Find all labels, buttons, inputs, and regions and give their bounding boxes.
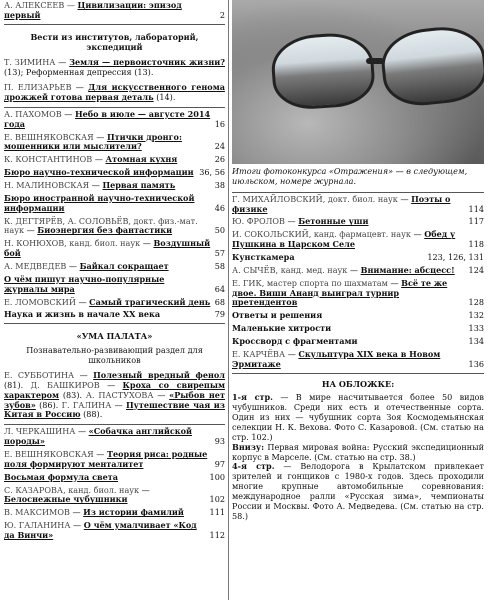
- toc-entry[interactable]: К. КОНСТАНТИНОВ — Атомная кухня 26: [4, 154, 225, 165]
- cover-heading: НА ОБЛОЖКЕ:: [321, 378, 395, 389]
- toc-entry[interactable]: К. ДЕГТЯРЁВ, А. СОЛОВЬЁВ, докт. физ.-мат. наук — Биоэнергия без фантастики 50: [4, 215, 225, 236]
- toc-entry[interactable]: О чём пишут научно-популярные журналы мира 64: [4, 273, 225, 294]
- toc-entry[interactable]: Н. КОНЮХОВ, канд. биол. наук — Воздушный бой 57: [4, 238, 225, 259]
- toc-entry[interactable]: А. СЫЧЁВ, канд. мед. наук — Внимание: абсцесс! 124: [232, 264, 484, 275]
- entry-page: 2: [219, 9, 225, 20]
- cover-section: [232, 380, 484, 522]
- right-column: [232, 0, 484, 522]
- toc-entry[interactable]: Е. ВЕШНЯКОВСКАЯ — Птички дронго: мошенники или мыслители? 24: [4, 131, 225, 152]
- toc-paragraph[interactable]: Е. СУББОТИНА — Полезный вредный фенол (81). Д. БАШКИРОВ — Кроха со свирепым характером (83). А. ПАСТУХОВА — «Рыбов нет зубов» (86). Г. ГАЛИНА — Путешествие чая из Китая в Россию (88).: [4, 369, 225, 420]
- column-divider: [228, 0, 229, 600]
- section-heading: «УМА ПАЛАТА»: [76, 331, 153, 342]
- divider: [232, 373, 484, 374]
- toc-entry[interactable]: Ответы и решения 132: [232, 310, 484, 321]
- right-entries: [232, 194, 484, 372]
- main-entries: [4, 109, 225, 322]
- toc-entry[interactable]: Е. ЛОМОВСКИЙ — Самый трагический день 68: [4, 296, 225, 307]
- toc-entry[interactable]: Бюро иностранной научно-технической информации 46: [4, 192, 225, 213]
- section-subheading: Познавательно-развивающий раздел для школьников: [26, 345, 203, 366]
- toc-entry[interactable]: И. СОКОЛЬСКИЙ, канд. фармацевт. наук — Обед у Пушкина в Царском Селе 118: [232, 229, 484, 250]
- cover-paragraph: 4-я стр. — Велодорога в Крылатском привлекает зрителей и гонщиков с 1980-х годов. Здесь проходили многие крупные автомобильные соревнования: международное ралли «Русская зима», чемпионаты России и Москвы. Фото А. Медведева. (См. статью на стр. 58.): [232, 461, 484, 521]
- entry-title: Цивилизации: эпизод первый: [4, 0, 182, 20]
- toc-entry[interactable]: Бюро научно-технической информации 36, 56: [4, 167, 225, 178]
- toc-entry[interactable]: Восьмая формула света 100: [4, 471, 225, 482]
- divider: [4, 24, 225, 25]
- toc-entry[interactable]: А. ПАХОМОВ — Небо в июле — августе 2014 года 16: [4, 108, 225, 129]
- photo-caption: Итоги фотоконкурса «Отражения» — в следующем, июльском, номере журнала.: [232, 166, 468, 186]
- toc-entry[interactable]: Л. ЧЕРКАШИНА — «Собачка английской породы» 93: [4, 426, 225, 447]
- toc-entry[interactable]: А. МЕДВЕДЕВ — Байкал сокращает 58: [4, 261, 225, 272]
- divider: [4, 107, 225, 108]
- divider: [4, 424, 225, 425]
- toc-entry[interactable]: Ю. ФРОЛОВ — Бетонные уши 117: [232, 216, 484, 227]
- divider: [4, 323, 225, 324]
- toc-entry[interactable]: Г. МИХАЙЛОВСКИЙ, докт. биол. наук — Поэты о физике 114: [232, 193, 484, 214]
- toc-entry[interactable]: Маленькие хитрости 133: [232, 323, 484, 334]
- sunglasses-photo: [232, 0, 484, 164]
- left-column: [4, 0, 225, 543]
- toc-entry[interactable]: Е. ВЕШНЯКОВСКАЯ — Теория риса: родные поля формируют менталитет 97: [4, 448, 225, 469]
- cover-paragraph: 1-я стр. — В мире насчитывается более 50 видов чубушников. Среди них есть и отечественные сорта. Один из них — чубушник сорта Зоя Космодемьянская селекции Н. К. Вехова. Фото С. Казаровой. (См. статью на стр. 102.): [232, 392, 484, 442]
- cover-paragraph: Внизу: Первая мировая война: Русский экспедиционный корпус в Марселе. (См. статью на стр. 38.): [232, 441, 484, 462]
- section-heading: Вести из институтов, лабораторий, экспедиций: [30, 31, 199, 52]
- entry-author: А. АЛЕКСЕЕВ: [4, 0, 65, 10]
- bottom-entries: [4, 426, 225, 543]
- toc-entry[interactable]: Е. КАРЧЁВА — Скульптура XIX века в Новом Эрмитаже 136: [232, 348, 484, 369]
- toc-entry[interactable]: Кунсткамера 123, 126, 131: [232, 252, 484, 263]
- toc-entry[interactable]: Ю. ГАЛАНИНА — О чём умалчивает «Код да Винчи» 112: [4, 520, 225, 540]
- toc-entry[interactable]: А. АЛЕКСЕЕВ — Цивилизации: эпизод первый 2: [4, 0, 225, 20]
- toc-entry[interactable]: В. МАКСИМОВ — Из истории фамилий 111: [4, 507, 225, 518]
- toc-entry[interactable]: Н. МАЛИНОВСКАЯ — Первая память 38: [4, 180, 225, 191]
- toc-entry[interactable]: Е. ГИК, мастер спорта по шахматам — Всё те же двое. Виши Ананд выиграл турнир претендентов 128: [232, 277, 484, 308]
- divider: [232, 192, 484, 193]
- toc-entry[interactable]: Наука и жизнь в начале XX века 79: [4, 309, 225, 320]
- toc-entry[interactable]: Кроссворд с фрагментами 134: [232, 336, 484, 347]
- toc-entry[interactable]: С. КАЗАРОВА, канд. биол. наук — Белоснежные чубушники 102: [4, 484, 225, 505]
- toc-paragraph[interactable]: П. ЕЛИЗАРЬЕВ — Для искусственного генома дрожжей готова первая деталь (14).: [4, 82, 225, 103]
- toc-paragraph[interactable]: Т. ЗИМИНА — Земля — первоисточник жизни? (13); Реформенная депрессия (13).: [4, 57, 225, 78]
